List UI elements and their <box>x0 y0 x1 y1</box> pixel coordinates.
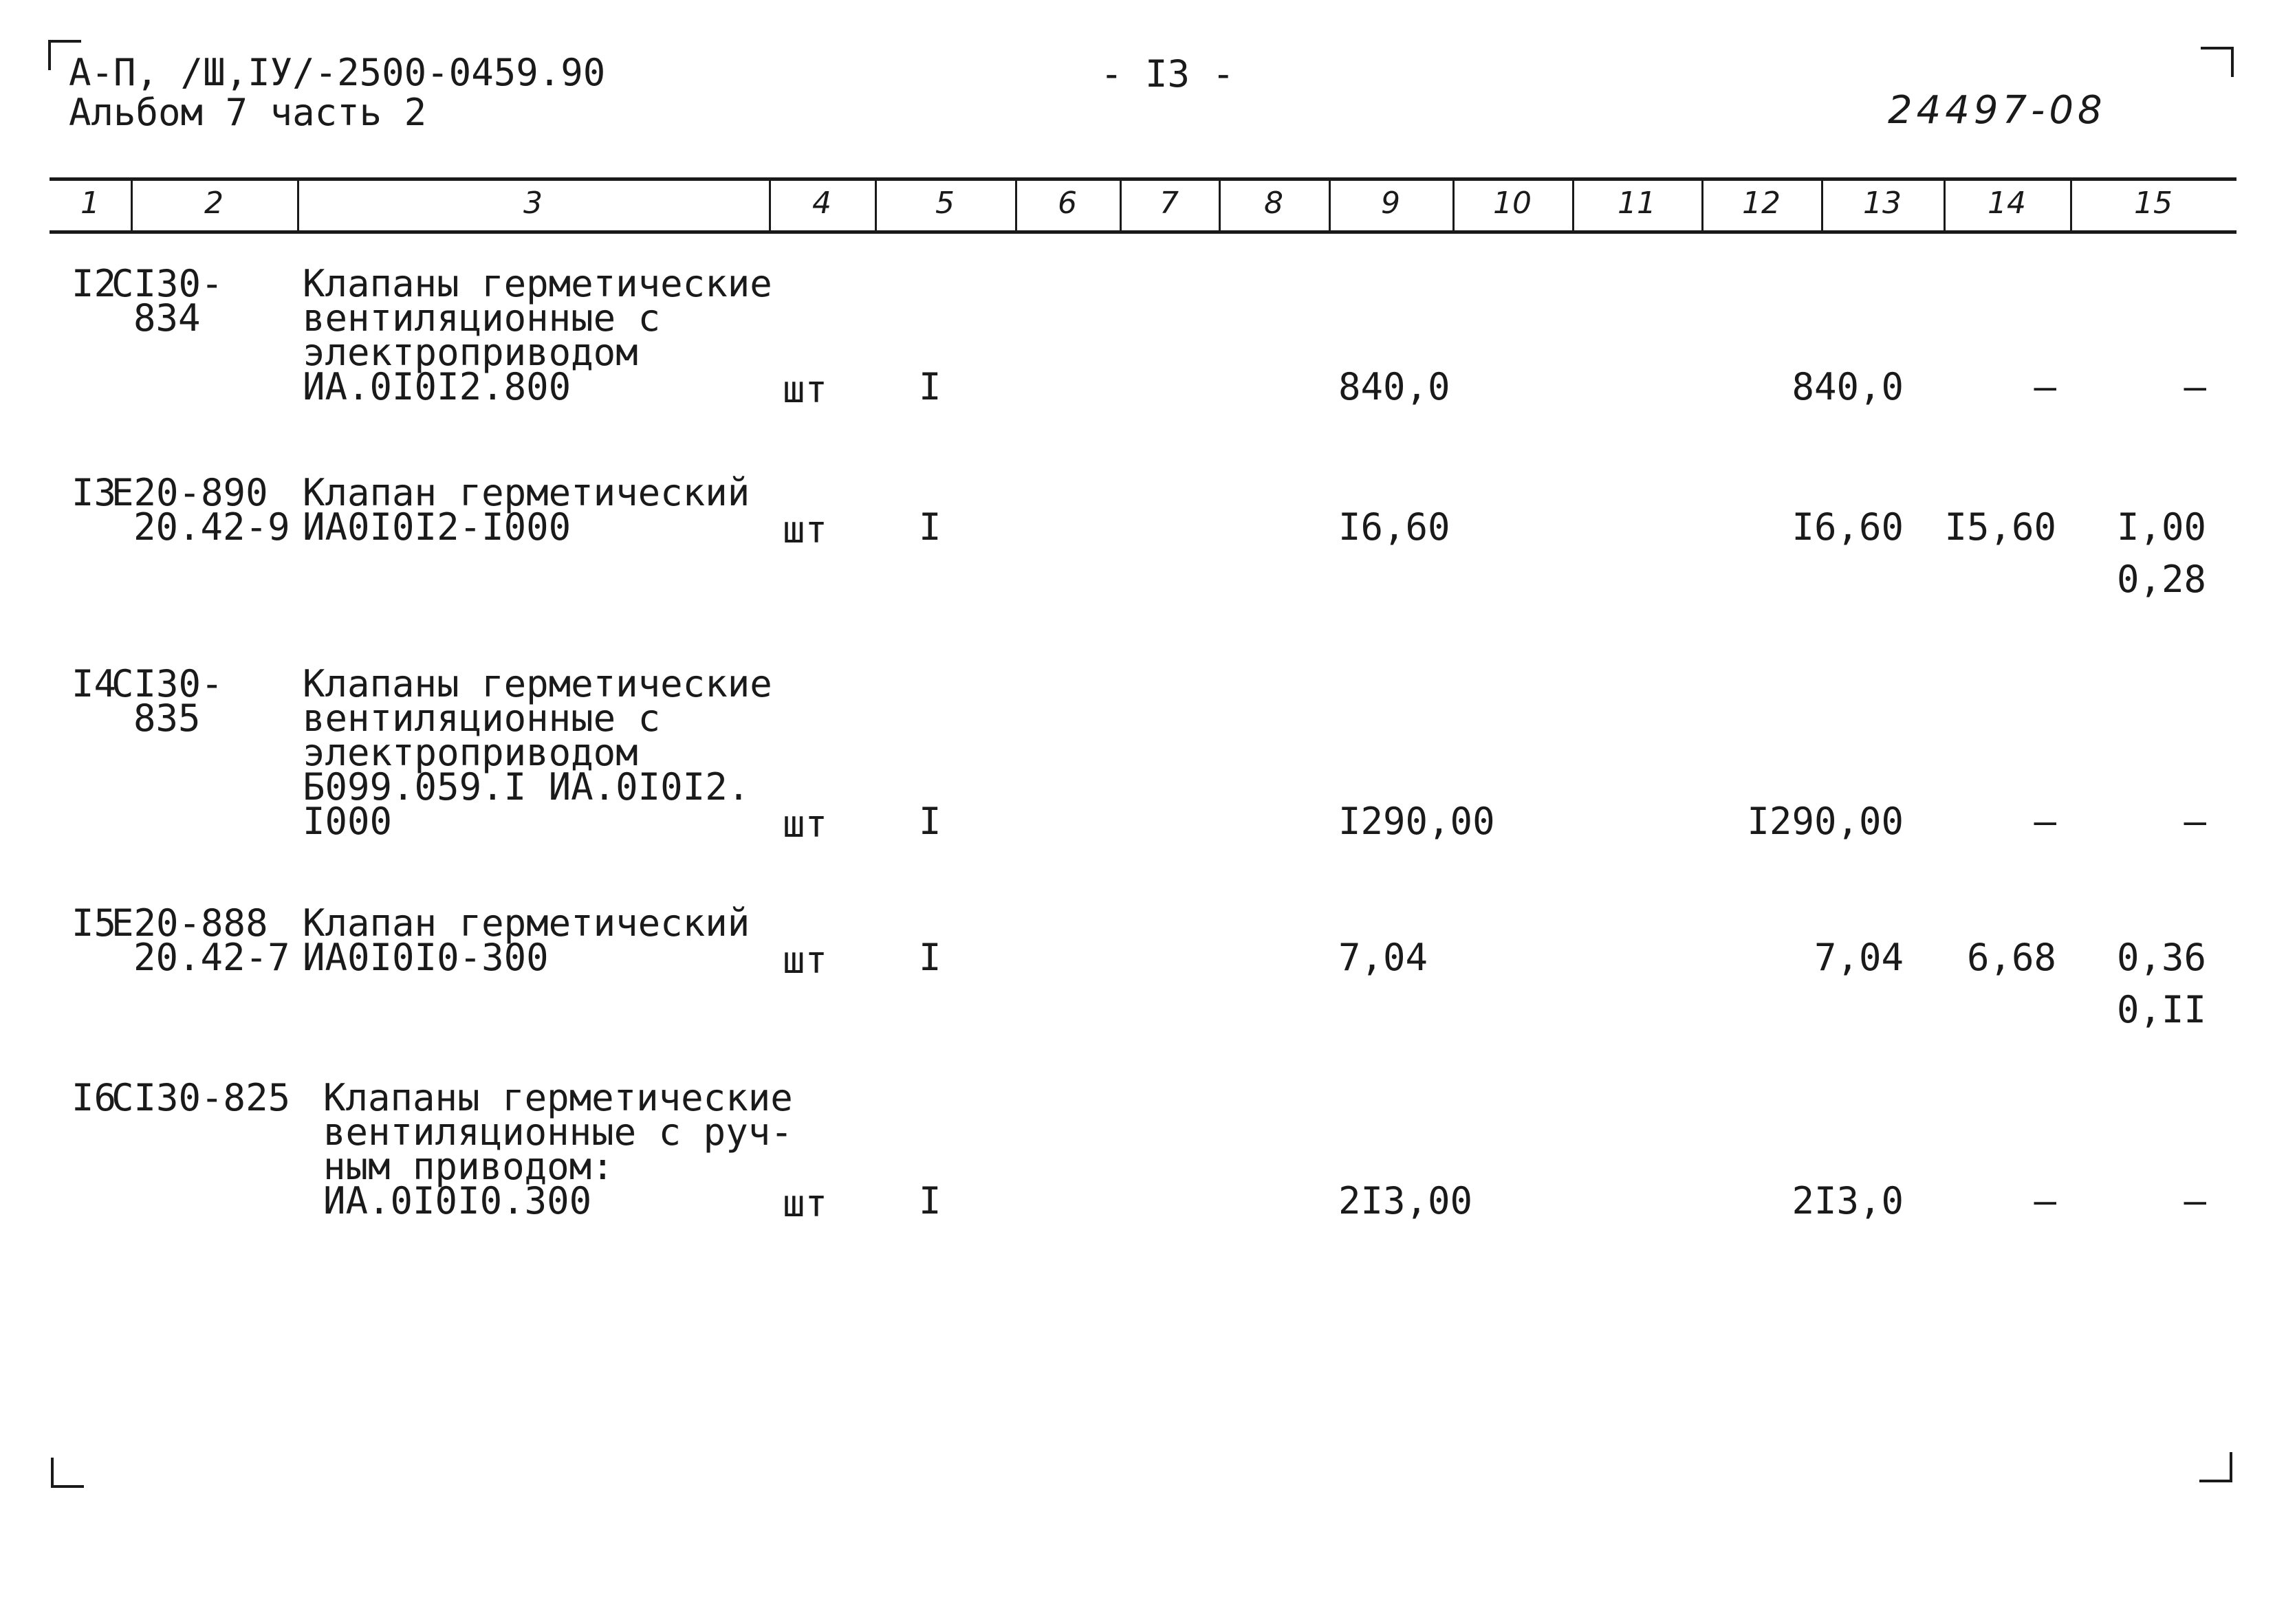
row-col9-value: I6,60 <box>1338 505 1450 549</box>
column-divider <box>769 179 771 234</box>
document-designation: А-П, /Ш,IУ/-2500-0459.90 <box>69 51 606 94</box>
column-number-7: 7 <box>1160 186 1179 221</box>
column-number-14: 14 <box>1988 186 2026 221</box>
row-col14-value: – <box>2034 365 2056 408</box>
row-col15-value: – <box>2184 365 2206 408</box>
column-divider <box>1015 179 1017 234</box>
row-unit: шт <box>783 802 828 846</box>
row-name: Клапаны герметические <box>303 662 772 705</box>
row-name: Клапан герметический <box>303 471 750 514</box>
row-code: CI30- <box>111 262 224 305</box>
row-quantity: I <box>919 936 941 979</box>
row-col15-value: 0,II <box>2116 988 2206 1031</box>
column-divider <box>1329 179 1331 234</box>
column-number-10: 10 <box>1493 186 1532 221</box>
row-code: 20.42-9 <box>133 505 290 549</box>
row-unit: шт <box>783 508 828 551</box>
row-col14-value: – <box>2034 800 2056 843</box>
column-number-8: 8 <box>1264 186 1283 221</box>
column-number-11: 11 <box>1618 186 1656 221</box>
column-number-3: 3 <box>523 186 543 221</box>
row-quantity: I <box>919 365 941 408</box>
row-col15-value: 0,28 <box>2116 558 2206 601</box>
row-code: 835 <box>133 696 201 740</box>
row-col15-value: – <box>2184 800 2206 843</box>
row-col9-value: 2I3,00 <box>1338 1179 1473 1222</box>
row-code: CI30-825 <box>111 1076 291 1119</box>
column-number-15: 15 <box>2134 186 2173 221</box>
column-divider <box>1572 179 1574 234</box>
column-number-4: 4 <box>812 186 831 221</box>
row-name: ИА.0I0I0.300 <box>323 1179 592 1222</box>
row-code: E20-890 <box>111 471 268 514</box>
row-name: Клапаны герметические <box>303 262 772 305</box>
page-number: - I3 - <box>1100 52 1235 96</box>
row-col14-value: – <box>2034 1179 2056 1222</box>
row-col13-value: I290,00 <box>1747 800 1904 843</box>
column-number-5: 5 <box>935 186 955 221</box>
row-name: электроприводом <box>303 331 638 374</box>
row-number: I3 <box>72 471 117 514</box>
column-number-13: 13 <box>1863 186 1902 221</box>
row-name: Клапаны герметические <box>323 1076 793 1119</box>
row-col13-value: 7,04 <box>1814 936 1904 979</box>
row-quantity: I <box>919 505 941 549</box>
column-divider <box>875 179 877 234</box>
column-number-12: 12 <box>1742 186 1781 221</box>
column-divider <box>131 179 133 234</box>
row-name: Б099.059.I ИА.0I0I2. <box>303 765 750 809</box>
column-divider <box>1701 179 1703 234</box>
row-unit: шт <box>783 939 828 982</box>
row-name: вентиляционные с <box>303 296 661 340</box>
row-col13-value: 840,0 <box>1792 365 1904 408</box>
row-number: I5 <box>72 901 117 945</box>
row-name: ИА0I0I2-I000 <box>303 505 572 549</box>
table-header-bottom-rule <box>50 230 2236 234</box>
row-unit: шт <box>783 1182 828 1225</box>
row-name: ным приводом: <box>323 1145 614 1188</box>
row-unit: шт <box>783 368 828 411</box>
row-col13-value: 2I3,0 <box>1792 1179 1904 1222</box>
row-col13-value: I6,60 <box>1792 505 1904 549</box>
corner-mark-bottom-left <box>51 1458 84 1488</box>
row-code: 20.42-7 <box>133 936 290 979</box>
row-name: вентиляционные с руч- <box>323 1110 793 1154</box>
corner-mark-top-right <box>2201 47 2234 77</box>
row-col14-value: I5,60 <box>1944 505 2056 549</box>
column-number-2: 2 <box>204 186 224 221</box>
row-quantity: I <box>919 800 941 843</box>
row-col9-value: 7,04 <box>1338 936 1428 979</box>
row-name: электроприводом <box>303 731 638 774</box>
row-col14-value: 6,68 <box>1966 936 2056 979</box>
row-name: ИА.0I0I2.800 <box>303 365 572 408</box>
column-divider <box>2070 179 2072 234</box>
column-divider <box>297 179 299 234</box>
row-name: вентиляционные с <box>303 696 661 740</box>
column-divider <box>1219 179 1221 234</box>
album-label: Альбом 7 часть 2 <box>69 91 427 134</box>
row-name: I000 <box>303 800 393 843</box>
column-number-9: 9 <box>1381 186 1400 221</box>
row-col15-value: I,00 <box>2116 505 2206 549</box>
column-number-6: 6 <box>1058 186 1077 221</box>
row-number: I2 <box>72 262 117 305</box>
column-divider <box>1821 179 1823 234</box>
row-name: Клапан герметический <box>303 901 750 945</box>
column-number-1: 1 <box>80 186 100 221</box>
column-divider <box>1120 179 1122 234</box>
row-col15-value: – <box>2184 1179 2206 1222</box>
row-col9-value: I290,00 <box>1338 800 1495 843</box>
row-code: 834 <box>133 296 201 340</box>
column-divider <box>1452 179 1455 234</box>
table-top-rule <box>50 177 2236 181</box>
row-code: CI30- <box>111 662 224 705</box>
row-name: ИА0I0I0-300 <box>303 936 549 979</box>
row-number: I6 <box>72 1076 117 1119</box>
row-number: I4 <box>72 662 117 705</box>
document-code: 24497-08 <box>1888 88 2107 133</box>
row-col15-value: 0,36 <box>2116 936 2206 979</box>
column-divider <box>1944 179 1946 234</box>
row-quantity: I <box>919 1179 941 1222</box>
row-col9-value: 840,0 <box>1338 365 1450 408</box>
corner-mark-bottom-right <box>2199 1452 2232 1482</box>
row-code: E20-888 <box>111 901 268 945</box>
